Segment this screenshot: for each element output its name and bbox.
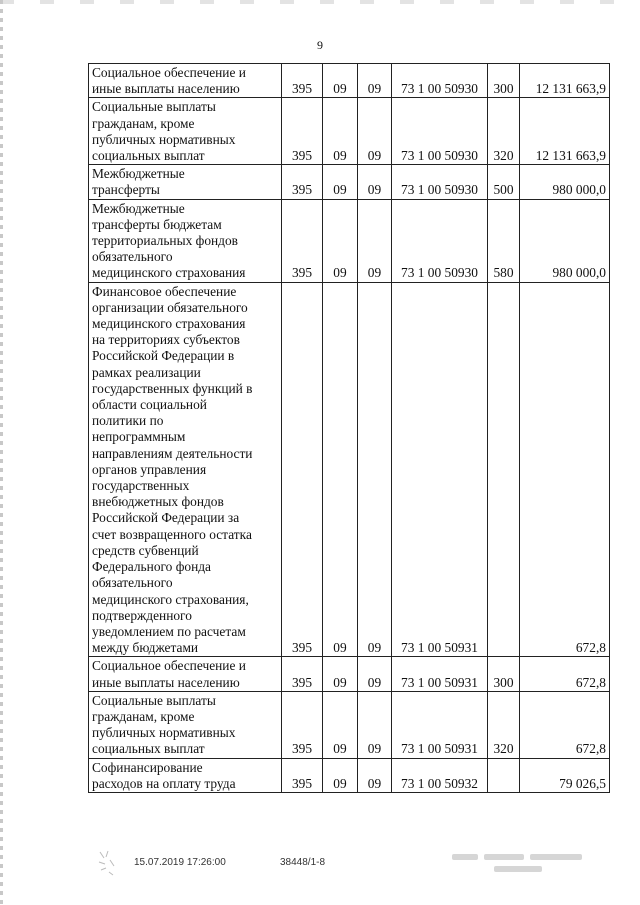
code-cell: 395 — [282, 691, 323, 758]
subsection-cell: 09 — [358, 657, 392, 691]
row-name-line: Российской Федерации в — [92, 348, 235, 364]
budget-table — [88, 63, 610, 793]
section-cell: 09 — [323, 199, 358, 282]
code-cell: 395 — [282, 64, 323, 98]
row-name-line: иные выплаты населению — [92, 674, 240, 690]
subsection-cell: 09 — [358, 758, 392, 792]
row-name-line: направлениям деятельности — [92, 445, 253, 461]
amount-cell: 672,8 — [520, 282, 610, 657]
row-name-line: рамках реализации — [92, 364, 201, 380]
table-row — [89, 657, 610, 691]
expense-type-cell: 320 — [488, 691, 520, 758]
amount-cell: 12 131 663,9 — [520, 64, 610, 98]
stamp-mark-left — [96, 848, 118, 878]
code-cell: 395 — [282, 282, 323, 657]
row-name-cell — [89, 165, 282, 199]
subsection-cell: 09 — [358, 64, 392, 98]
row-name-line: на территориях субъектов — [92, 332, 240, 348]
row-name-line: публичных нормативных — [92, 131, 236, 147]
row-name-line: средств субвенций — [92, 542, 199, 558]
row-name-line: расходов на оплату труда — [92, 775, 236, 791]
target-article-cell: 73 1 00 50930 — [392, 64, 488, 98]
target-article-cell: 73 1 00 50932 — [392, 758, 488, 792]
row-name-line: иные выплаты населению — [92, 81, 240, 97]
section-cell: 09 — [323, 64, 358, 98]
row-name-line: государственных функций в — [92, 380, 253, 396]
section-cell: 09 — [323, 758, 358, 792]
row-name-line: трансферты бюджетам — [92, 216, 222, 232]
row-name-line: подтвержденного — [92, 607, 192, 623]
subsection-cell: 09 — [358, 282, 392, 657]
row-name-cell — [89, 691, 282, 758]
section-cell: 09 — [323, 691, 358, 758]
row-name-line: Федерального фонда — [92, 559, 212, 575]
table-row — [89, 691, 610, 758]
row-name-line: обязательного — [92, 249, 173, 265]
row-name-cell — [89, 758, 282, 792]
amount-cell: 980 000,0 — [520, 199, 610, 282]
row-name-line: медицинского страхования, — [92, 591, 249, 607]
row-name-cell — [89, 282, 282, 657]
target-article-cell: 73 1 00 50931 — [392, 691, 488, 758]
code-cell: 395 — [282, 199, 323, 282]
row-name-line: Финансовое обеспечение — [92, 283, 237, 299]
amount-cell: 79 026,5 — [520, 758, 610, 792]
code-cell: 395 — [282, 758, 323, 792]
table-row — [89, 199, 610, 282]
code-cell: 395 — [282, 657, 323, 691]
row-name-line: Социальное обеспечение и — [92, 65, 246, 80]
row-name-line: социальных выплат — [92, 148, 205, 164]
section-cell: 09 — [323, 98, 358, 165]
row-name-line: организации обязательного — [92, 299, 248, 315]
budget-table-body — [89, 64, 610, 793]
target-article-cell: 73 1 00 50930 — [392, 199, 488, 282]
amount-cell: 12 131 663,9 — [520, 98, 610, 165]
faded-stamp-right — [450, 850, 600, 878]
expense-type-cell: 320 — [488, 98, 520, 165]
row-name-line: территориальных фондов — [92, 233, 239, 249]
row-name-line: гражданам, кроме — [92, 115, 195, 131]
row-name-line: области социальной — [92, 397, 207, 413]
row-name-line: Межбюджетные — [92, 166, 185, 182]
amount-cell: 980 000,0 — [520, 165, 610, 199]
code-cell: 395 — [282, 98, 323, 165]
row-name-line: Софинансирование — [92, 759, 203, 775]
scan-artifact-top — [0, 0, 640, 4]
footer-datetime: 15.07.2019 17:26:00 — [134, 857, 226, 868]
row-name-line: Российской Федерации за — [92, 510, 240, 526]
row-name-line: гражданам, кроме — [92, 708, 195, 724]
section-cell: 09 — [323, 282, 358, 657]
row-name-line: органов управления — [92, 461, 207, 477]
subsection-cell: 09 — [358, 165, 392, 199]
amount-cell: 672,8 — [520, 691, 610, 758]
table-row — [89, 165, 610, 199]
footer-document-number: 38448/1-8 — [280, 857, 326, 868]
code-cell: 395 — [282, 165, 323, 199]
subsection-cell: 09 — [358, 98, 392, 165]
row-name-line: социальных выплат — [92, 741, 205, 757]
expense-type-cell: 300 — [488, 657, 520, 691]
row-name-line: уведомлением по расчетам — [92, 623, 246, 639]
section-cell: 09 — [323, 657, 358, 691]
amount-cell: 672,8 — [520, 657, 610, 691]
expense-type-cell: 500 — [488, 165, 520, 199]
row-name-line: Социальное обеспечение и — [92, 658, 246, 674]
table-row — [89, 758, 610, 792]
row-name-line: Межбюджетные — [92, 200, 185, 216]
target-article-cell: 73 1 00 50931 — [392, 657, 488, 691]
row-name-line: публичных нормативных — [92, 725, 236, 741]
subsection-cell: 09 — [358, 199, 392, 282]
row-name-line: непрограммным — [92, 429, 186, 445]
row-name-line: государственных — [92, 478, 190, 494]
table-row — [89, 282, 610, 657]
row-name-line: внебюджетных фондов — [92, 494, 224, 510]
page-number: 9 — [317, 38, 323, 52]
expense-type-cell — [488, 758, 520, 792]
row-name-line: Социальные выплаты — [92, 692, 216, 708]
row-name-line: обязательного — [92, 575, 173, 591]
row-name-line: трансферты — [92, 182, 160, 198]
scan-artifact-edge — [0, 0, 3, 905]
row-name-line: политики по — [92, 413, 164, 429]
row-name-cell — [89, 199, 282, 282]
section-cell: 09 — [323, 165, 358, 199]
row-name-line: медицинского страхования — [92, 265, 246, 281]
row-name-line: счет возвращенного остатка — [92, 526, 252, 542]
row-name-line: Социальные выплаты — [92, 99, 216, 115]
row-name-cell — [89, 657, 282, 691]
row-name-line: медицинского страхования — [92, 316, 246, 332]
table-row — [89, 64, 610, 98]
expense-type-cell — [488, 282, 520, 657]
row-name-line: между бюджетами — [92, 640, 199, 656]
target-article-cell: 73 1 00 50931 — [392, 282, 488, 657]
target-article-cell: 73 1 00 50930 — [392, 98, 488, 165]
expense-type-cell: 300 — [488, 64, 520, 98]
row-name-cell — [89, 64, 282, 98]
target-article-cell: 73 1 00 50930 — [392, 165, 488, 199]
expense-type-cell: 580 — [488, 199, 520, 282]
subsection-cell: 09 — [358, 691, 392, 758]
table-row — [89, 98, 610, 165]
row-name-cell — [89, 98, 282, 165]
